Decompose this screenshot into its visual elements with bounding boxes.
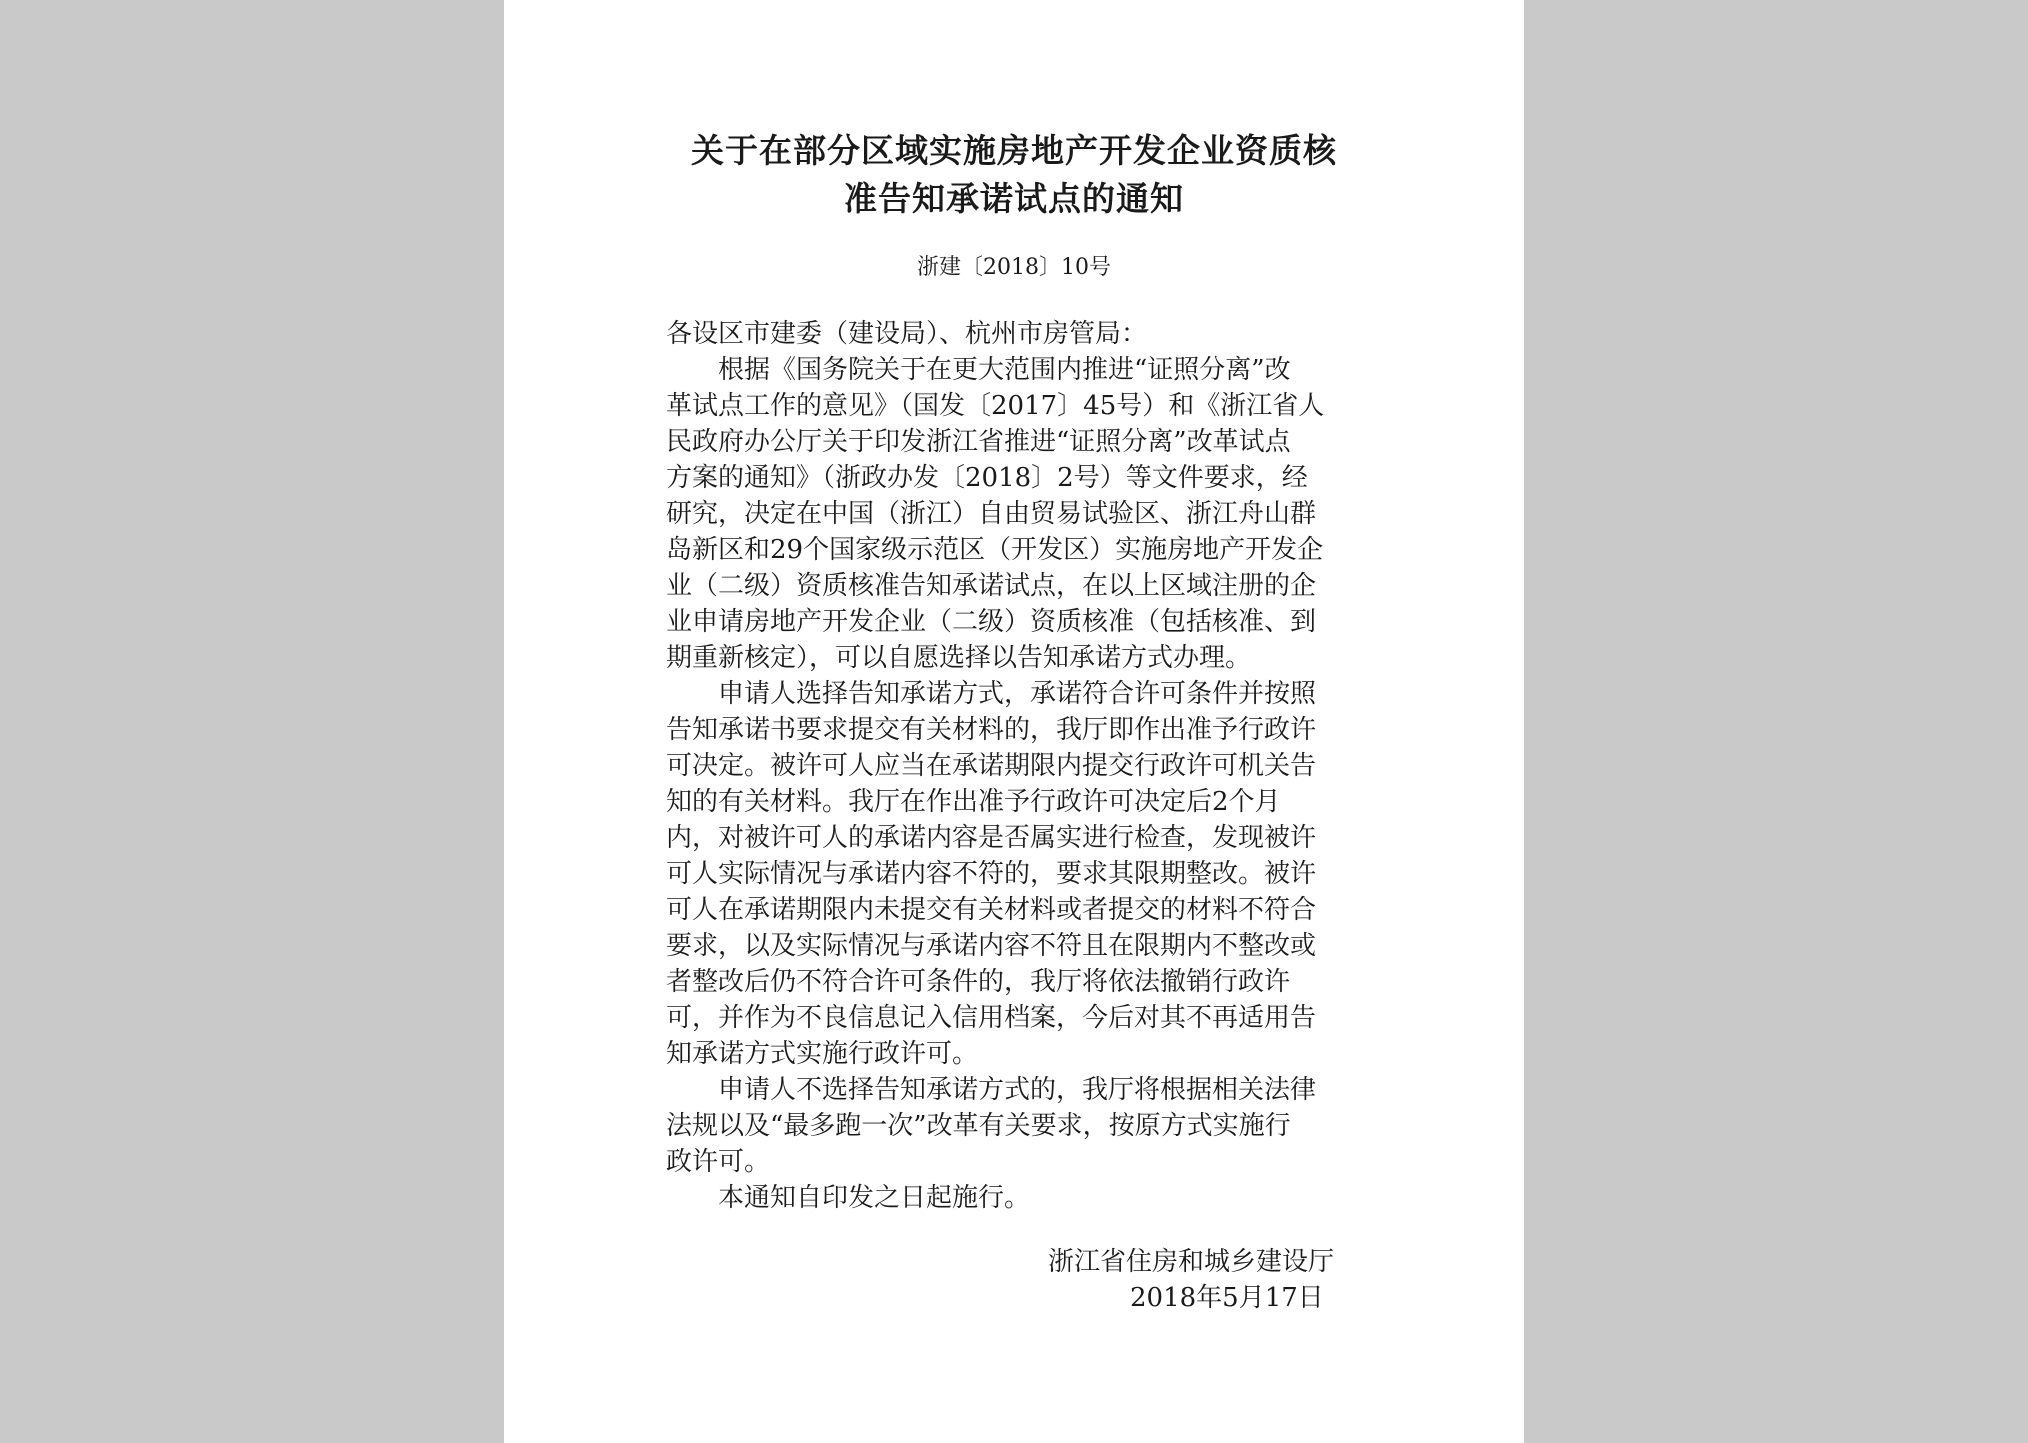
body-line: 知承诺方式实施行政许可。: [666, 1039, 979, 1069]
body-line: 期重新核定），可以自愿选择以告知承诺方式办理。: [666, 643, 1252, 673]
document-number: 浙建〔2018〕10号: [917, 255, 1111, 280]
body-line: 告知承诺书要求提交有关材料的，我厅即作出准予行政许: [666, 715, 1317, 745]
salutation: 各设区市建委（建设局）、杭州市房管局：: [666, 319, 1148, 349]
body-line: 可人实际情况与承诺内容不符的，要求其限期整改。被许: [666, 859, 1317, 889]
body-line: 研究，决定在中国（浙江）自由贸易试验区、浙江舟山群: [666, 499, 1317, 529]
body-line: 根据《国务院关于在更大范围内推进“证照分离”改: [718, 355, 1291, 385]
body-line: 政许可。: [666, 1147, 771, 1177]
body-line: 业申请房地产开发企业（二级）资质核准（包括核准、到: [666, 607, 1317, 637]
body-line: 申请人不选择告知承诺方式的，我厅将根据相关法律: [718, 1075, 1317, 1105]
document-title-line-2: 准告知承诺试点的通知: [844, 179, 1184, 218]
document-page: [504, 0, 1524, 1443]
body-line: 业（二级）资质核准告知承诺试点，在以上区域注册的企: [666, 571, 1317, 601]
body-line: 岛新区和29个国家级示范区（开发区）实施房地产开发企: [666, 535, 1324, 565]
body-line: 法规以及“最多跑一次”改革有关要求，按原方式实施行: [666, 1111, 1291, 1141]
document-title-line-1: 关于在部分区域实施房地产开发企业资质核: [691, 131, 1337, 170]
body-line: 知的有关材料。我厅在作出准予行政许可决定后2个月: [666, 787, 1281, 817]
body-line: 要求，以及实际情况与承诺内容不符且在限期内不整改或: [666, 931, 1317, 961]
body-line: 本通知自印发之日起施行。: [718, 1183, 1031, 1213]
body-line: 方案的通知》（浙政办发〔2018〕2号）等文件要求，经: [666, 463, 1308, 493]
body-line: 民政府办公厅关于印发浙江省推进“证照分离”改革试点: [666, 427, 1291, 457]
body-line: 申请人选择告知承诺方式，承诺符合许可条件并按照: [718, 679, 1317, 709]
body-line: 内，对被许可人的承诺内容是否属实进行检查，发现被许: [666, 823, 1317, 853]
issuer-signature: 浙江省住房和城乡建设厅: [1048, 1247, 1335, 1277]
body-line: 可，并作为不良信息记入信用档案，今后对其不再适用告: [666, 1003, 1317, 1033]
body-line: 者整改后仍不符合许可条件的，我厅将依法撤销行政许: [666, 967, 1291, 997]
body-line: 可人在承诺期限内未提交有关材料或者提交的材料不符合: [666, 895, 1317, 925]
body-line: 革试点工作的意见》（国发〔2017〕45号）和《浙江省人: [666, 391, 1325, 421]
body-line: 可决定。被许可人应当在承诺期限内提交行政许可机关告: [666, 751, 1317, 781]
issue-date: 2018年5月17日: [1130, 1283, 1324, 1313]
